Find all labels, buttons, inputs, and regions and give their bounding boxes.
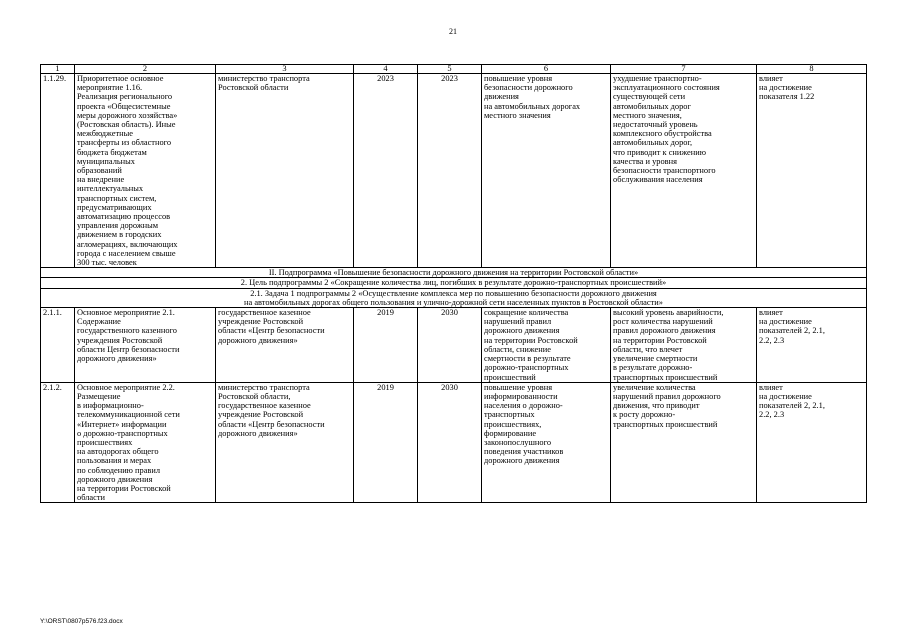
start-year: 2019 (354, 382, 418, 503)
table-row (41, 382, 867, 503)
footer-file-path: Y:\ORST\0807p576.f23.docx (40, 618, 123, 625)
column-number: 1 (41, 65, 75, 74)
consequences: высокий уровень аварийности, рост количества нарушений правил дорожного движения на территории Ростовской области, что влечет увеличение смертности в результате дорожно- транспортных происшествий (611, 308, 757, 383)
goal-row (41, 278, 867, 288)
row-number: 1.1.29. (41, 74, 75, 268)
expected-result: повышение уровня безопасности дорожного движения на автомобильных дорогах местного значения (482, 74, 611, 268)
indicator-link: влияет на достижение показателей 2, 2.1, 2.2, 2.3 (757, 382, 867, 503)
measure-name: Основное мероприятие 2.1. Содержание государственного казенного учреждения Ростовской области Центр безопасности дорожного движения» (75, 308, 216, 383)
column-number: 8 (757, 65, 867, 74)
table-row (41, 74, 867, 268)
consequences: увеличение количества нарушений правил дорожного движения, что приводит к росту дорожно- транспортных происшествий (611, 382, 757, 503)
task-row (41, 288, 867, 307)
measure-name: Приоритетное основное мероприятие 1.16. Реализация регионального проекта «Общесистемные меры дорожного хозяйства» (Ростовская область). Иные межбюджетные трансферты из областного бюджета бюджетам муниципальных образований на внедрение интеллектуальных транспортных систем, предусматривающих автоматизацию процессов управления дорожным движением в городских агломерациях, включающих города с населением свыше 300 тыс. человек (75, 74, 216, 268)
page-number: 21 (449, 27, 457, 36)
column-number: 3 (216, 65, 354, 74)
executor: министерство транспорта Ростовской области (216, 74, 354, 268)
executor: государственное казенное учреждение Ростовской области «Центр безопасности дорожного движения» (216, 308, 354, 383)
end-year: 2030 (418, 382, 482, 503)
start-year: 2019 (354, 308, 418, 383)
executor: министерство транспорта Ростовской области, государственное казенное учреждение Ростовской области «Центр безопасности дорожного движения» (216, 382, 354, 503)
row-number: 2.1.2. (41, 382, 75, 503)
indicator-link: влияет на достижение показателей 2, 2.1, 2.2, 2.3 (757, 308, 867, 383)
measures-table (40, 64, 867, 503)
table-row (41, 308, 867, 383)
column-number: 6 (482, 65, 611, 74)
start-year: 2023 (354, 74, 418, 268)
row-number: 2.1.1. (41, 308, 75, 383)
column-number: 7 (611, 65, 757, 74)
expected-result: сокращение количества нарушений правил дорожного движения на территории Ростовской области, снижение смертности в результате дорожно-транспортных происшествий (482, 308, 611, 383)
column-number: 2 (75, 65, 216, 74)
subprogram-row (41, 268, 867, 278)
column-number-row (41, 65, 867, 74)
end-year: 2023 (418, 74, 482, 268)
subprogram-title: II. Подпрограмма «Повышение безопасности дорожного движения на территории Ростовской области» (41, 268, 867, 278)
measure-name: Основное мероприятие 2.2. Размещение в информационно- телекоммуникационной сети «Интернет» информации о дорожно-транспортных происшествиях на автодорогах общего пользования и мерах по соблюдению правил дорожного движения на территории Ростовской области (75, 382, 216, 503)
goal-title: 2. Цель подпрограммы 2 «Сокращение количества лиц, погибших в результате дорожно-транспортных происшествий» (41, 278, 867, 288)
column-number: 5 (418, 65, 482, 74)
task-title: 2.1. Задача 1 подпрограммы 2 «Осуществление комплекса мер по повышению безопасности дорожного движения на автомобильных дорогах общего пользования и улично-дорожной сети населенных пунктов в Ростовской области» (41, 288, 867, 307)
indicator-link: влияет на достижение показателя 1.22 (757, 74, 867, 268)
expected-result: повышение уровня информированности населения о дорожно- транспортных происшествиях, формирование законопослушного поведения участников дорожного движения (482, 382, 611, 503)
consequences: ухудшение транспортно- эксплуатационного состояния существующей сети автомобильных дорог местного значения, недостаточный уровень комплексного обустройства автомобильных дорог, что приводит к снижению качества и уровня безопасности транспортного обслуживания населения (611, 74, 757, 268)
end-year: 2030 (418, 308, 482, 383)
column-number: 4 (354, 65, 418, 74)
